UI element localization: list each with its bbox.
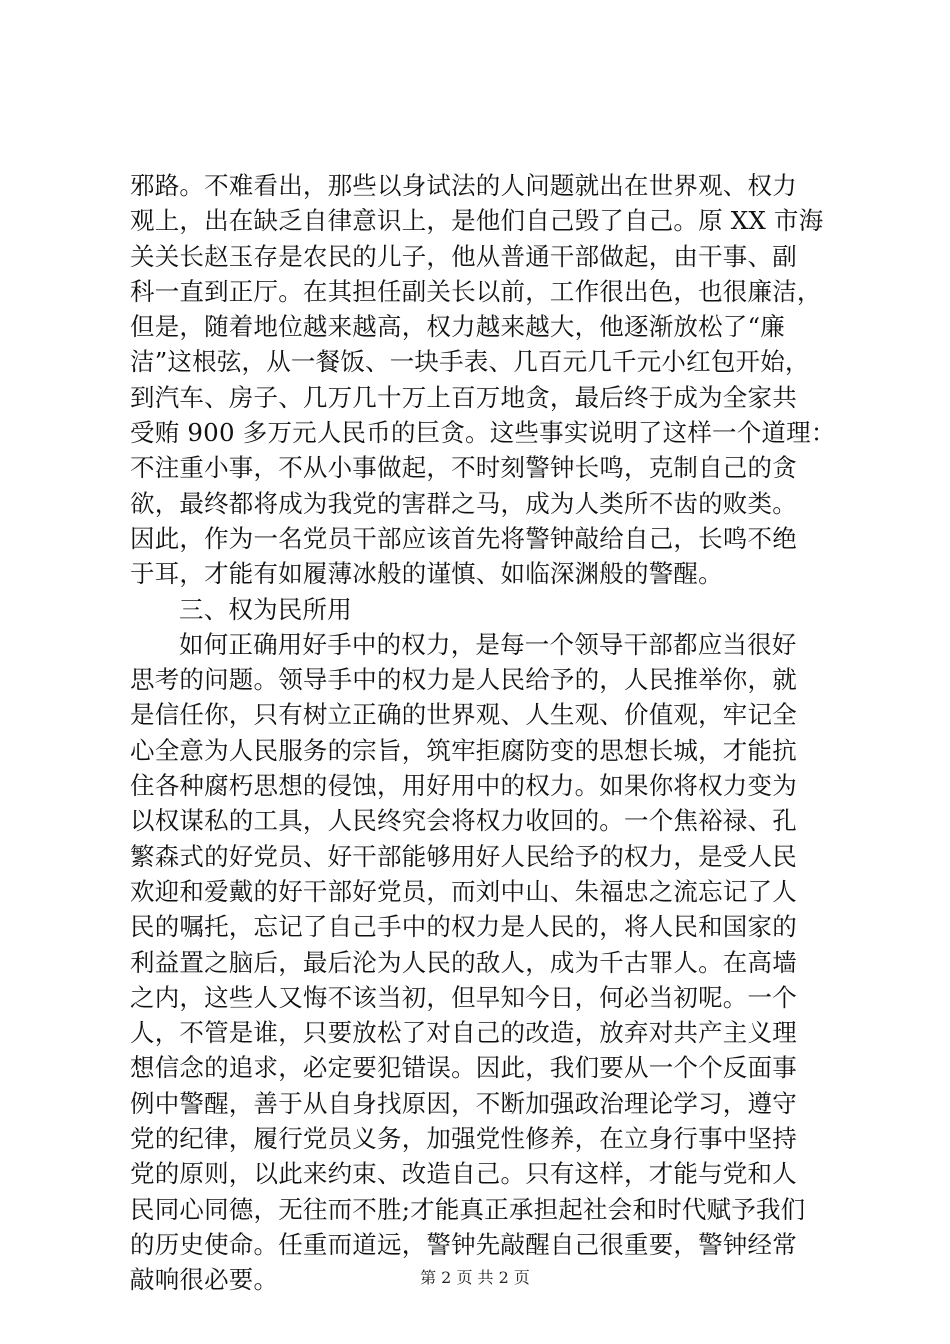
section-heading: 三、权为民所用 [179, 594, 352, 624]
text-line: 邪路。不难看出，那些以身试法的人问题就出在世界观、权力 [130, 171, 797, 200]
text-line: 是信任你，只有树立正确的世界观、人生观、价值观，牢记全 [130, 700, 797, 730]
text-line: 于耳，才能有如履薄冰般的谨慎、如临深渊般的警醒。 [130, 559, 723, 589]
text-line: 以权谋私的工具，人民终究会将权力收回的。一个焦裕禄、孔 [130, 806, 797, 836]
text-line: 科一直到正厅。在其担任副关长以前，工作很出色，也很廉洁， [130, 276, 822, 306]
text-line: 的历史使命。任重而道远，警钟先敲醒自己很重要，警钟经常 [130, 1229, 797, 1259]
text-line: 思考的问题。领导手中的权力是人民给予的，人民推举你，就 [130, 665, 797, 695]
text-line: 例中警醒，善于从自身找原因，不断加强政治理论学习，遵守 [130, 1088, 797, 1118]
text-line: 观上，出在缺乏自律意识上，是他们自己毁了自己。原 XX 市海 [130, 206, 824, 236]
text-line: 不注重小事，不从小事做起，不时刻警钟长鸣，克制自己的贪 [130, 453, 797, 483]
text-line: 人，不管是谁，只要放松了对自己的改造，放弃对共产主义理 [130, 1018, 797, 1048]
text-line: 因此，作为一名党员干部应该首先将警钟敲给自己，长鸣不绝 [130, 523, 797, 553]
text-line: 洁”这根弦，从一餐饭、一块手表、几百元几千元小红包开始， [130, 347, 810, 377]
document-body [130, 168, 836, 1298]
text-line: 党的原则，以此来约束、改造自己。只有这样，才能与党和人 [130, 1159, 797, 1189]
text-line: 民的嘱托，忘记了自己手中的权力是人民的，将人民和国家的 [130, 912, 797, 942]
text-line: 敲响很必要。 [130, 1265, 279, 1295]
text-line: 心全意为人民服务的宗旨，筑牢拒腐防变的思想长城，才能抗 [130, 735, 797, 765]
text-line: 但是，随着地位越来越高，权力越来越大，他逐渐放松了“廉 [130, 312, 785, 342]
text-line: 到汽车、房子、几万几十万上百万地贪，最后终于成为全家共 [130, 382, 797, 412]
text-line: 受贿 900 多万元人民币的巨贪。这些事实说明了这样一个道理： [130, 418, 836, 448]
page-number: 第 2 页 共 2 页 [420, 1268, 530, 1287]
text-line: 欢迎和爱戴的好干部好党员，而刘中山、朱福忠之流忘记了人 [130, 876, 797, 906]
text-line: 民同心同德，无往而不胜;才能真正承担起社会和时代赋予我们 [130, 1194, 806, 1224]
text-line: 如何正确用好手中的权力，是每一个领导干部都应当很好 [179, 629, 797, 659]
text-line: 住各种腐朽思想的侵蚀，用好用中的权力。如果你将权力变为 [130, 771, 797, 801]
text-line: 之内，这些人又悔不该当初，但早知今日，何必当初呢。一个 [130, 982, 797, 1012]
text-line: 欲，最终都将成为我党的害群之马，成为人类所不齿的败类。 [130, 488, 797, 518]
page-footer [0, 1268, 950, 1288]
text-line: 繁森式的好党员、好干部能够用好人民给予的权力，是受人民 [130, 841, 797, 871]
text-line: 利益置之脑后，最后沦为人民的敌人，成为千古罪人。在高墙 [130, 947, 797, 977]
text-line: 想信念的追求，必定要犯错误。因此，我们要从一个个反面事 [130, 1053, 797, 1083]
text-line: 关关长赵玉存是农民的儿子，他从普通干部做起，由干事、副 [130, 241, 797, 271]
text-line: 党的纪律，履行党员义务，加强党性修养，在立身行事中坚持 [130, 1124, 797, 1154]
